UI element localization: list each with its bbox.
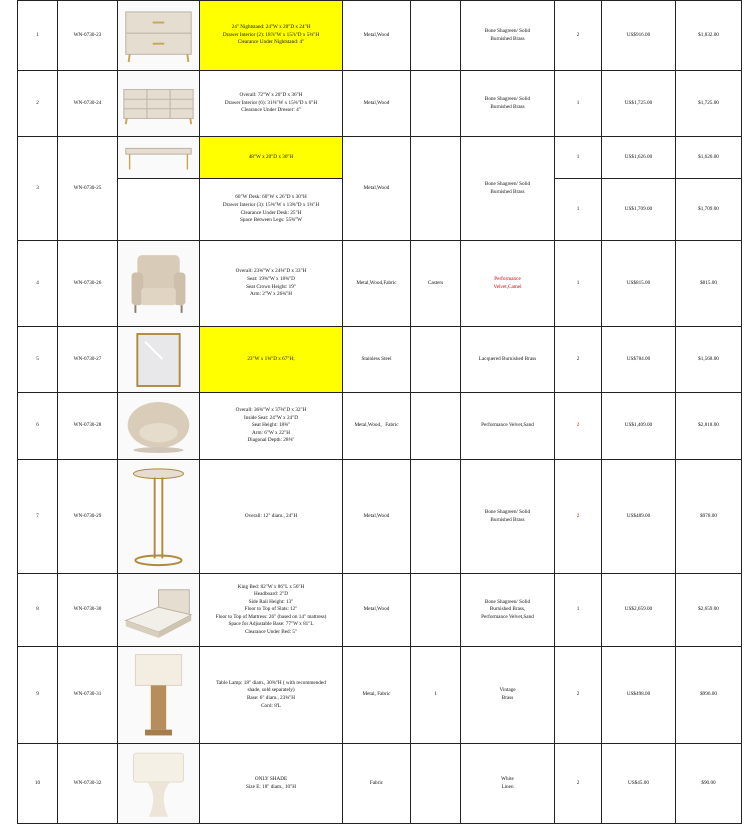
product-image-armchair [118, 241, 200, 327]
hardware [411, 327, 461, 393]
table-row [18, 241, 742, 327]
finish-line: Bone Shagreen/ Solid [484, 508, 531, 515]
size-cell [200, 744, 343, 824]
total-price: $2,659.00 [676, 574, 742, 647]
size-cell [200, 647, 343, 744]
product-image-dresser [118, 71, 200, 137]
finish-line: Velvet,Camel [493, 283, 522, 290]
size-line: Overall: 36⅝"W x 37⅝"D x 32"H [235, 407, 307, 414]
product-image-side-table [118, 460, 200, 574]
quantity: 2 [555, 1, 602, 71]
row-number: 7 [18, 460, 58, 574]
image-empty [118, 179, 200, 241]
hardware [411, 460, 461, 574]
unit-price: US$1,709.00 [602, 179, 676, 241]
size-line: Clearance Under Desk: 25"H [240, 209, 302, 216]
material: Stainless Steel [343, 327, 411, 393]
hardware [411, 574, 461, 647]
row-number: 1 [18, 1, 58, 71]
total-price: $1,568.00 [676, 327, 742, 393]
finish-cell [461, 647, 555, 744]
size-line: Seat: 19⅝"W x 18⅝"D [247, 275, 295, 282]
finish-cell [461, 241, 555, 327]
size-line: Side Rail Height: 13" [248, 598, 294, 605]
size-line: Seat Height: 18⅝" [251, 422, 291, 429]
product-image-bed [118, 574, 200, 647]
quantity: 1 [555, 137, 602, 179]
material: Metal, Fabric [343, 647, 411, 744]
item-code: WN-0730-27 [58, 327, 118, 393]
item-code: WN-0730-31 [58, 647, 118, 744]
row-number: 6 [18, 393, 58, 460]
finish-line: Performance Velvet,Sand [481, 613, 534, 620]
product-image-table-lamp [118, 647, 200, 744]
size-cell [200, 137, 343, 179]
finish-cell [461, 1, 555, 71]
finish-line: Burnished Brass [490, 103, 525, 110]
material: Fabric [343, 744, 411, 824]
row-number: 4 [18, 241, 58, 327]
unit-price: US$489.00 [602, 460, 676, 574]
material: Metal,Wood [343, 460, 411, 574]
size-line: ONLY SHADE [254, 775, 288, 782]
material: Metal,Wood [343, 1, 411, 71]
size-line: Clearance Under Bed: 5" [244, 628, 298, 635]
hardware [411, 393, 461, 460]
finish-cell [461, 137, 555, 241]
item-code: WN-0730-28 [58, 393, 118, 460]
item-code: WN-0730-26 [58, 241, 118, 327]
hardware: 1 [411, 647, 461, 744]
size-line: Size E: 18" diam., 10"H [245, 783, 297, 790]
finish-line: Performance Velvet,Sand [481, 422, 534, 429]
size-line: Arm: 6"W x 22"H [252, 429, 290, 436]
finish-line: Lacquered Burnished Brass [478, 355, 537, 362]
quantity: 1 [555, 71, 602, 137]
total-price: $1,709.00 [676, 179, 742, 241]
table-row [18, 647, 742, 744]
size-line: Overall: 72"W x 20"D x 36"H [239, 92, 303, 99]
material: Metal,Wood [343, 71, 411, 137]
finish-cell [461, 460, 555, 574]
size-line: 48"W x 20"D x 30"H [248, 153, 294, 160]
hardware [411, 1, 461, 71]
unit-price: US$1,725.00 [602, 71, 676, 137]
size-line: Clearance Under Nightstand: 4" [237, 39, 305, 46]
size-line: Floor to Top of Slats: 12" [244, 606, 298, 613]
finish-line: Burnished Brass, [489, 606, 526, 613]
size-cell [200, 574, 343, 647]
quantity: 2 [555, 393, 602, 460]
item-code: WN-0730-32 [58, 744, 118, 824]
total-price: $2,818.00 [676, 393, 742, 460]
product-image-lamp-shade [118, 744, 200, 824]
size-line: Space for Adjustable Base: 77"W x 81"L [228, 621, 314, 628]
finish-cell [461, 327, 555, 393]
unit-price: US$45.00 [602, 744, 676, 824]
size-line: Diagonal Depth: 28⅝" [247, 437, 295, 444]
product-image-desk [118, 137, 200, 179]
material: Metal,Wood,Fabric [343, 241, 411, 327]
finish-line: Brass [501, 695, 514, 701]
size-line: Cord: 8'L [261, 702, 281, 709]
product-table [17, 0, 742, 824]
unit-price: US$815.00 [602, 241, 676, 327]
quantity: 2 [555, 460, 602, 574]
quantity: 1 [555, 574, 602, 647]
unit-price: US$1,626.00 [602, 137, 676, 179]
size-line: Seat Crown Height: 19" [246, 283, 296, 290]
material: Metal,Wood [343, 137, 411, 241]
finish-line: Burnished Brass [490, 516, 525, 523]
row-number: 8 [18, 574, 58, 647]
item-code: WN-0730-24 [58, 71, 118, 137]
product-image-lounge-chair [118, 393, 200, 460]
size-line: Table Lamp: 18" diam., 30⅝"H ( with recommended [216, 679, 326, 686]
row-number: 10 [18, 744, 58, 824]
size-line: Base: 6" diam., 23⅝"H [246, 695, 296, 701]
size-cell [200, 179, 343, 241]
row-number: 3 [18, 137, 58, 241]
size-line: Drawer Interior (2): 18⅞"W x 15⅞"D x 5⅜"H [222, 31, 320, 38]
size-line: shade, sold separately) [247, 687, 295, 694]
finish-line: White [501, 775, 514, 782]
size-line: Drawer Interior (6): 31⅝"W x 15⅜"D x 6"H [224, 99, 318, 106]
quantity: 2 [555, 647, 602, 744]
size-line: 24" Nightstand: 24"W x 20"D x 24"H [231, 24, 311, 31]
total-price: $1,832.00 [676, 1, 742, 71]
table-row [18, 744, 742, 824]
item-code: WN-0730-23 [58, 1, 118, 71]
size-line: Drawer Interior (3): 15⅝"W x 13⅝"D x 1⅝"H [222, 201, 320, 208]
finish-line: Burnished Brass [490, 35, 525, 42]
table-row [18, 327, 742, 393]
product-image-mirror [118, 327, 200, 393]
material: Metal,Wood，Fabric [343, 393, 411, 460]
size-line: Clearance Under Dresser: 4" [241, 107, 301, 114]
total-price: $996.00 [676, 647, 742, 744]
table-row [18, 1, 742, 71]
finish-line: Linen [501, 783, 514, 790]
size-line: 23"W x 1⅝"D x 67"H; [247, 355, 295, 362]
quantity: 2 [555, 744, 602, 824]
size-line: Inside Seat: 24"W x 24"D [244, 414, 298, 421]
finish-line: Bone Shagreen/ Solid [484, 27, 531, 34]
unit-price: US$916.00 [602, 1, 676, 71]
hardware [411, 744, 461, 824]
finish-cell [461, 71, 555, 137]
item-code: WN-0730-29 [58, 460, 118, 574]
finish-line: Bone Shagreen/ Solid [484, 180, 531, 187]
table-row [18, 71, 742, 137]
table-row [18, 137, 742, 179]
hardware: Casters [411, 241, 461, 327]
finish-line: Burnished Brass [490, 188, 525, 195]
size-line: King Bed: 82"W x 86"L x 56"H [237, 583, 305, 590]
finish-cell [461, 393, 555, 460]
total-price: $90.00 [676, 744, 742, 824]
size-cell [200, 241, 343, 327]
size-line: Floor to Top of Mattress: 26" (based on 14" mattress) [215, 613, 327, 620]
table-row [18, 460, 742, 574]
size-line: 60"W Desk: 60"W x 26"D x 30"H [235, 194, 307, 201]
item-code: WN-0730-30 [58, 574, 118, 647]
unit-price: US$784.00 [602, 327, 676, 393]
row-number: 2 [18, 71, 58, 137]
size-cell [200, 327, 343, 393]
total-price: $815.00 [676, 241, 742, 327]
finish-cell [461, 574, 555, 647]
quantity: 2 [555, 327, 602, 393]
size-cell [200, 1, 343, 71]
size-cell [200, 460, 343, 574]
row-number: 9 [18, 647, 58, 744]
size-cell [200, 393, 343, 460]
size-line: Space Between Legs: 55⅝"W [239, 217, 303, 224]
hardware [411, 137, 461, 241]
table-row [18, 393, 742, 460]
size-line: Headboard: 2"D [254, 591, 288, 598]
item-code: WN-0730-25 [58, 137, 118, 241]
table-row [18, 574, 742, 647]
total-price: $1,626.00 [676, 137, 742, 179]
quantity: 1 [555, 179, 602, 241]
unit-price: US$2,659.00 [602, 574, 676, 647]
finish-line: Vintage [499, 687, 516, 694]
material: Metal,Wood [343, 574, 411, 647]
unit-price: US$1,409.00 [602, 393, 676, 460]
finish-cell [461, 744, 555, 824]
total-price: $1,725.00 [676, 71, 742, 137]
product-image-nightstand [118, 1, 200, 71]
size-cell [200, 71, 343, 137]
hardware [411, 71, 461, 137]
finish-line: Bone Shagreen/ Solid [484, 598, 531, 605]
finish-line: Bone Shagreen/ Solid [484, 95, 531, 102]
quantity: 1 [555, 241, 602, 327]
row-number: 5 [18, 327, 58, 393]
size-line: Overall: 23⅝"W x 24⅝"D x 33"H [235, 268, 307, 275]
size-line: Arm: 2"W x 26⅜"H [250, 291, 292, 298]
total-price: $978.00 [676, 460, 742, 574]
finish-line: Performance [494, 275, 521, 282]
unit-price: US$498.00 [602, 647, 676, 744]
size-line: Overall: 12" diam., 24"H [244, 512, 298, 519]
